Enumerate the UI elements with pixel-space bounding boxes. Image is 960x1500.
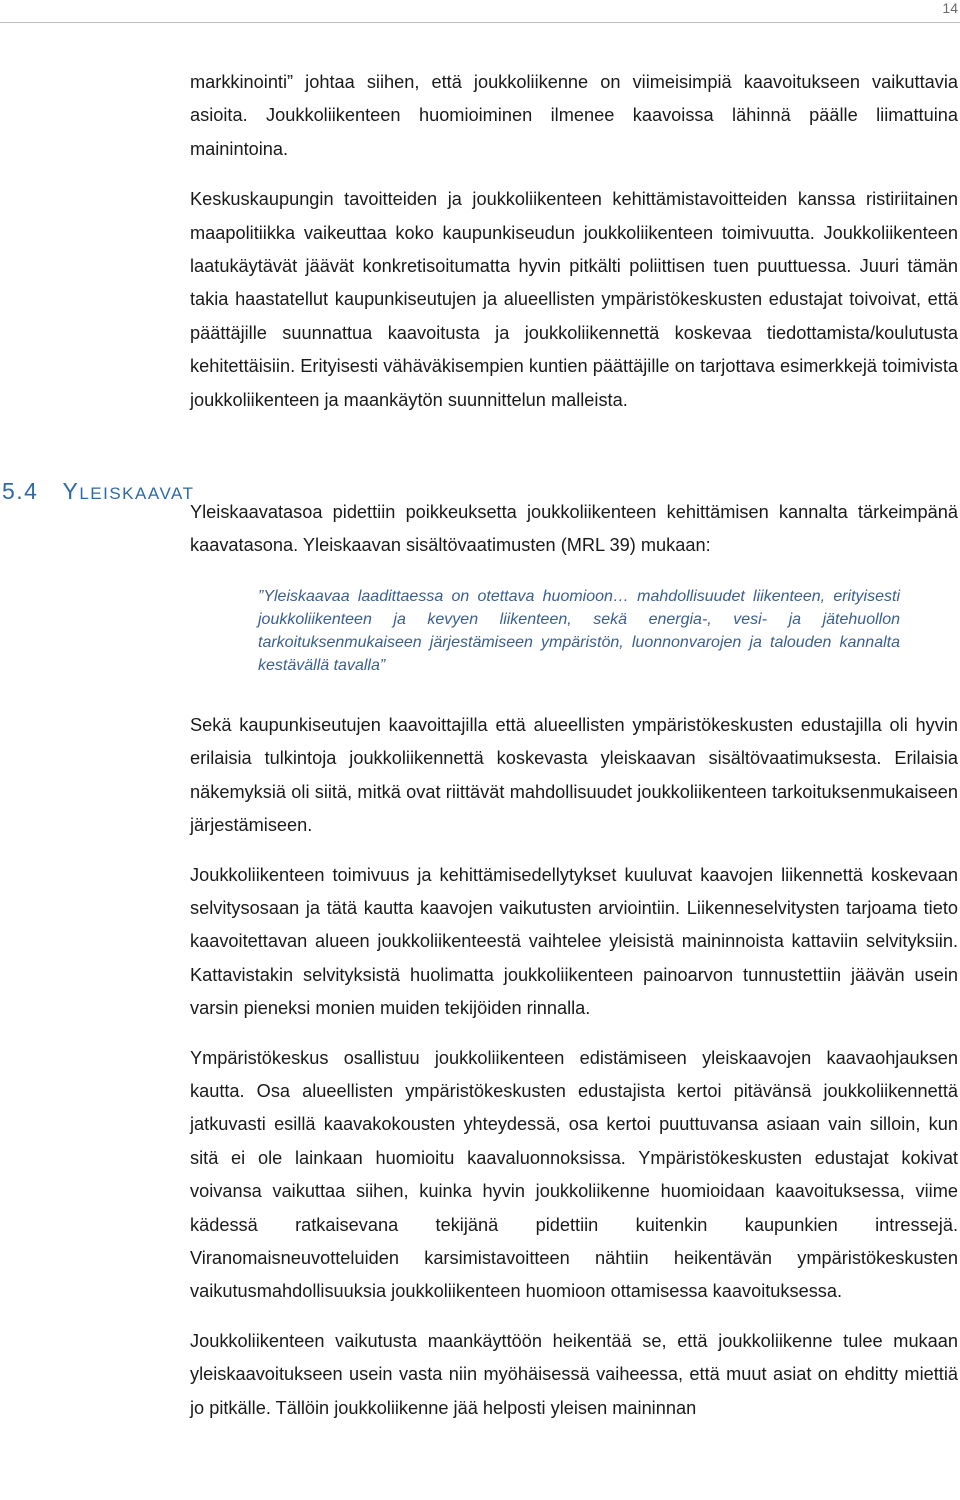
paragraph-2: Keskuskaupungin tavoitteiden ja joukkoliikenteen kehittämistavoitteiden kanssa ristiriitainen maapolitiikka vaikeuttaa koko kaupunkiseudun joukkoliikenteen toimivuutta. Joukkoliikenteen laatukäytävät jäävät konkretisoitumatta hyvin pitkälti poliittisen tuen puuttuessa. Juuri tämän takia haastatellut kaupunkiseutujen ja alueellisten ympäristökeskusten edustajat toivoivat, että päättäjille suunnattua kaavoitusta ja joukkoliikennettä koskevaa tiedottamista/koulutusta kehitettäisiin. Erityisesti vähäväkisempien kuntien päättäjille on tarjottava esimerkkejä toimivista joukkoliikenteen ja maankäytön suunnittelun malleista. xyxy=(190,189,958,410)
paragraph-7: Joukkoliikenteen vaikutusta maankäyttöön heikentää se, että joukkoliikenne tulee mukaan yleiskaavoitukseen usein vasta niin myöhäisessä vaiheessa, että muut asiat on ehditty miettiä jo pitkälle. Tällöin joukkoliikenne jää helposti yleisen maininnan xyxy=(190,1330,958,1418)
header-rule xyxy=(0,22,960,23)
section-title-rest: LEISKAAVAT xyxy=(79,484,195,503)
paragraph-5: Joukkoliikenteen toimivuus ja kehittämisedellytykset kuuluvat kaavojen liikennettä koskevaan selvitysosaan ja tätä kautta kaavojen vaikutusten arviointiin. Liikenneselvitysten tarjoama tieto kaavoitettavan alueen joukkoliikenteestä vaihtelee yleisistä maininnoista kattaviin selvityksiin. Kattavistakin selvityksistä huolimatta joukkoliikenteen painoarvon tunnustettiin jäävän usein varsin pieneksi monien muiden tekijöiden rinnalla. xyxy=(190,864,958,1019)
page-number: 14 xyxy=(942,0,958,16)
paragraph-6: Ympäristökeskus osallistuu joukkoliikenteen edistämiseen yleiskaavojen kaavaohjauksen kautta. Osa alueellisten ympäristökeskusten edustajista kertoi pitävänsä joukkoliikennettä jatkuvasti esillä kaavakokousten yhteydessä, osa kertoi puuttuvansa asiaan vain silloin, kun sitä ei ole lainkaan huomioitu kaavaluonnoksissa. Ympäristökeskusten edustajat kokivat voivansa vaikuttaa siihen, kuinka hyvin joukkoliikenne huomioidaan kaavoituksessa, viime kädessä ratkaisevana tekijänä pidettiin kuitenkin kaupunkien intressejä. Viranomaisneuvotteluiden karsimistavoitteen nähtiin heikentävän ympäristökeskusten vaikutusmahdollisuuksia joukkoliikenteen huomioon ottamisessa kaavoituksessa. xyxy=(190,1047,958,1302)
paragraph-1: markkinointi” johtaa siihen, että joukkoliikenne on viimeisimpiä kaavoitukseen vaikuttavia asioita. Joukkoliikenteen huomioiminen ilmenee kaavoissa lähinnä päälle liimattuina mainintoina. xyxy=(190,72,958,159)
block-quote: ”Yleiskaavaa laadittaessa on otettava huomioon… mahdollisuudet liikenteen, erityisesti joukkoliikenteen ja kevyen liikenteen, sekä energia-, vesi- ja jätehuollon tarkoituksenmukaiseen järjestämiseen ympäristön, luonnonvarojen ja talouden kannalta kestävällä tavalla” xyxy=(258,587,900,674)
paragraph-4: Sekä kaupunkiseutujen kaavoittajilla että alueellisten ympäristökeskusten edustajilla oli hyvin erilaisia tulkintoja joukkoliikennettä koskevasta yleiskaavan sisältövaatimuksesta. Erilaisia näkemyksiä oli siitä, mitkä ovat riittävät mahdollisuudet joukkoliikenteen tarkoituksenmukaiseen järjestämiseen. xyxy=(190,714,958,836)
section-number: 5.4 xyxy=(2,478,39,504)
section-title-initial: Y xyxy=(62,478,80,504)
body-text xyxy=(190,66,958,1425)
paragraph-3: Yleiskaavatasoa pidettiin poikkeuksetta joukkoliikenteen kehittämisen kannalta tärkeimpänä kaavatasona. Yleiskaavan sisältövaatimusten (MRL 39) mukaan: xyxy=(190,502,958,556)
section-heading xyxy=(2,474,194,511)
